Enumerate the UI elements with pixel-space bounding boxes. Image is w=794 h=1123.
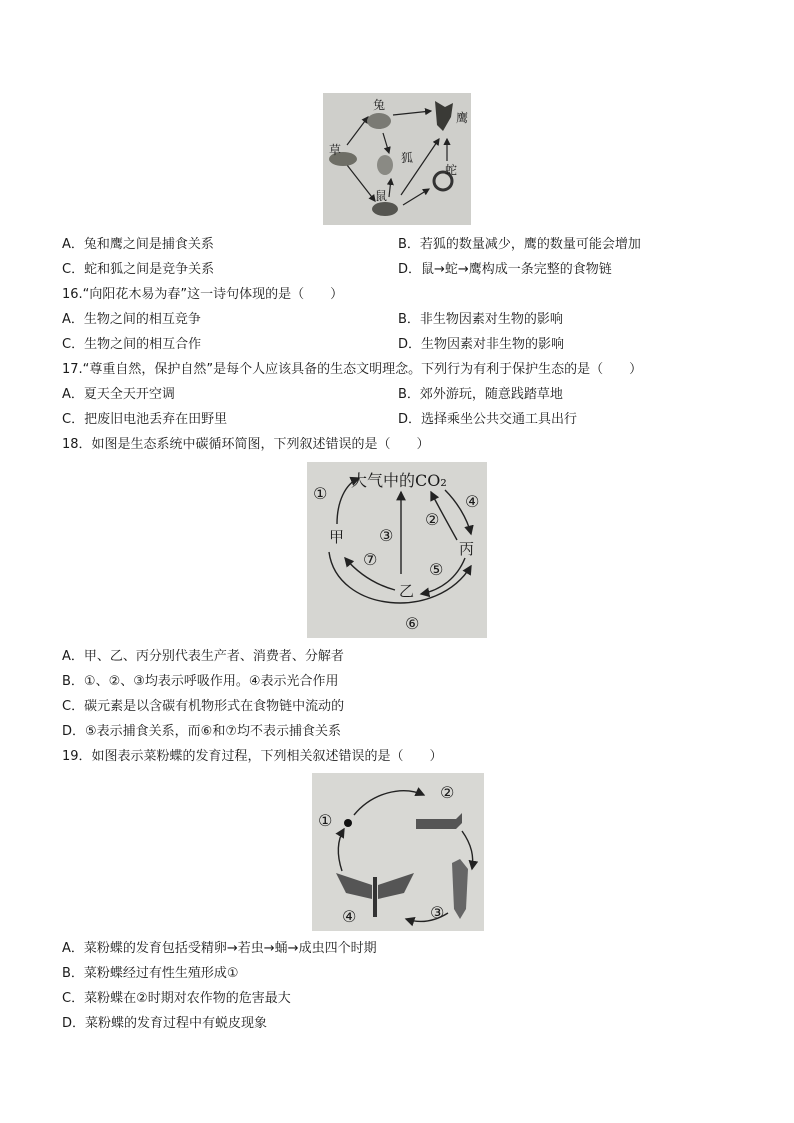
q17-option-c: C．把废旧电池丢弃在田野里 <box>62 412 228 427</box>
food-web-arrows <box>323 93 471 225</box>
food-web-figure <box>323 93 471 225</box>
rabbit-label: 兔 <box>373 98 386 112</box>
q18-option-a: A．甲、乙、丙分别代表生产者、消费者、分解者 <box>62 649 344 664</box>
q19-option-d: D．菜粉蝶的发育过程中有蜕皮现象 <box>62 1016 268 1031</box>
mouse-sketch <box>372 202 398 216</box>
arrow-6-label: ⑥ <box>405 614 420 633</box>
q17-stem: 17.“尊重自然，保护自然”是每个人应该具备的生态文明理念。下列行为有利于保护生态的是（ ） <box>62 362 643 377</box>
eagle-sketch <box>435 101 453 131</box>
q15-option-c: C．蛇和狐之间是竞争关系 <box>62 262 215 277</box>
carbon-cycle-figure <box>307 462 487 638</box>
q15-option-d: D．鼠→蛇→鹰构成一条完整的食物链 <box>398 262 612 277</box>
q18-option-c: C．碳元素是以含碳有机物形式在食物链中流动的 <box>62 699 345 714</box>
arrow-4-label: ④ <box>465 492 480 511</box>
q19-stem: 19．如图表示菜粉蝶的发育过程，下列相关叙述错误的是（ ） <box>62 749 443 764</box>
larva-sketch <box>416 813 462 829</box>
egg-sketch <box>344 819 352 827</box>
stage-4-label: ④ <box>342 907 357 926</box>
q18-option-d: D．⑤表示捕食关系，而⑥和⑦均不表示捕食关系 <box>62 724 341 739</box>
q17-option-a: A．夏天全天开空调 <box>62 387 175 402</box>
arrow-1-label: ① <box>313 484 328 503</box>
fox-label: 狐 <box>401 151 414 165</box>
q19-option-a: A．菜粉蝶的发育包括受精卵→若虫→蛹→成虫四个时期 <box>62 941 377 956</box>
q19-option-b: B．菜粉蝶经过有性生殖形成① <box>62 966 239 981</box>
fox-sketch <box>377 155 393 175</box>
q15-option-b: B．若狐的数量减少，鹰的数量可能会增加 <box>398 237 641 252</box>
stage-3-label: ③ <box>430 903 445 922</box>
q17-option-b: B．郊外游玩，随意践踏草地 <box>398 387 563 402</box>
q15-option-a: A．兔和鹰之间是捕食关系 <box>62 237 214 252</box>
q19-option-c: C．菜粉蝶在②时期对农作物的危害最大 <box>62 991 291 1006</box>
stage-1-label: ① <box>318 811 333 830</box>
mouse-label: 鼠 <box>375 189 388 203</box>
butterfly-life-cycle-figure <box>312 773 484 931</box>
arrow-3-label: ③ <box>379 526 394 545</box>
q16-option-c: C．生物之间的相互合作 <box>62 337 202 352</box>
grass-label: 草 <box>329 143 342 157</box>
bing-label: 丙 <box>459 540 475 558</box>
q16-option-b: B．非生物因素对生物的影响 <box>398 312 563 327</box>
q16-option-d: D．生物因素对非生物的影响 <box>398 337 565 352</box>
rabbit-sketch <box>367 113 391 129</box>
co2-atmosphere-label: 大气中的CO₂ <box>351 471 447 490</box>
q16-option-a: A．生物之间的相互竞争 <box>62 312 201 327</box>
stage-2-label: ② <box>440 783 455 802</box>
pupa-sketch <box>452 859 468 919</box>
arrow-7-label: ⑦ <box>363 550 378 569</box>
q16-stem: 16.“向阳花木易为春”这一诗句体现的是（ ） <box>62 287 344 302</box>
q17-option-d: D．选择乘坐公共交通工具出行 <box>398 412 578 427</box>
q18-stem: 18．如图是生态系统中碳循环简图，下列叙述错误的是（ ） <box>62 437 430 452</box>
jia-label: 甲 <box>329 528 345 546</box>
snake-label: 蛇 <box>445 163 458 177</box>
arrow-2-label: ② <box>425 510 440 529</box>
arrow-5-label: ⑤ <box>429 560 444 579</box>
life-cycle-arrows <box>312 773 484 931</box>
eagle-label: 鹰 <box>456 111 469 125</box>
yi-label: 乙 <box>399 582 415 600</box>
q18-option-b: B．①、②、③均表示呼吸作用。④表示光合作用 <box>62 674 339 689</box>
